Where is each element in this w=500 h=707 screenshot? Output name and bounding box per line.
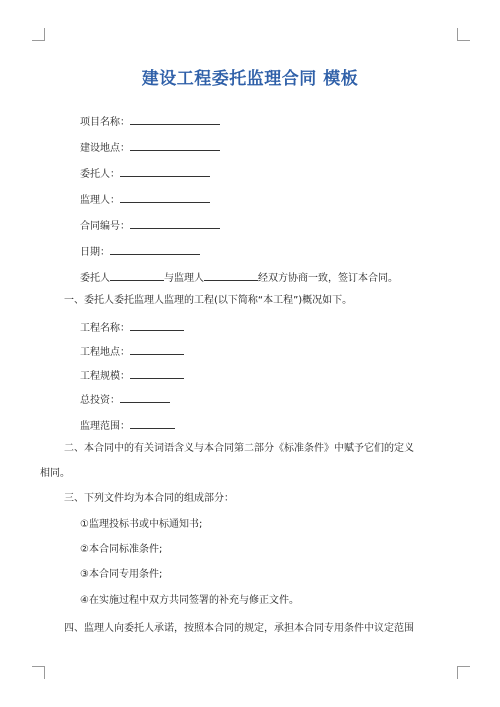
field-label: 合同编号： — [80, 221, 130, 232]
section-two-text-continued: 相同。 — [40, 468, 70, 479]
document-list-item: ②本合同标准条件; — [80, 544, 163, 555]
blank-line — [110, 270, 164, 281]
field-label: 总投资： — [80, 395, 120, 406]
field-contract-number — [80, 218, 220, 234]
blank-line — [120, 392, 170, 403]
field-label: 建设地点： — [80, 143, 130, 154]
field-label: 工程名称： — [80, 323, 130, 334]
crop-mark-top-left — [32, 28, 45, 41]
blank-line — [110, 244, 200, 255]
field-label: 日期： — [80, 247, 110, 258]
blank-line — [130, 368, 184, 379]
agreement-text-1: 委托人 — [80, 273, 110, 284]
field-label: 工程规模： — [80, 371, 130, 382]
section-three-heading: 三、下列文件均为本合同的组成部分： — [64, 493, 234, 504]
document-list-item: ④在实施过程中双方共同签署的补充与修正文件。 — [80, 595, 299, 606]
field-label: 项目名称： — [80, 117, 130, 128]
crop-mark-top-right — [457, 28, 470, 41]
section-one-heading: 一、委托人委托监理人监理的工程(以下简称“本工程”)概况如下。 — [64, 295, 353, 306]
agreement-text-3: 经双方协商一致，签订本合同。 — [258, 273, 398, 284]
field-project-title — [80, 320, 184, 336]
blank-line — [204, 270, 258, 281]
field-total-investment — [80, 392, 170, 408]
field-project-location — [80, 344, 184, 360]
agreement-text-2: 与监理人 — [164, 273, 204, 284]
section-two-text: 二、本合同中的有关词语含义与本合同第二部分《标准条件》中赋予它们的定义 — [64, 443, 414, 454]
agreement-line — [80, 270, 398, 286]
field-supervision-scope — [80, 418, 175, 434]
document-list-item: ③本合同专用条件; — [80, 569, 163, 580]
field-label: 监理范围： — [80, 421, 130, 432]
field-construction-site — [80, 140, 220, 156]
section-four-text: 四、监理人向委托人承诺，按照本合同的规定，承担本合同专用条件中议定范围 — [64, 623, 414, 634]
blank-line — [120, 166, 210, 177]
blank-line — [130, 344, 184, 355]
field-label: 委托人： — [80, 169, 120, 180]
field-label: 监理人： — [80, 195, 120, 206]
blank-line — [130, 418, 175, 429]
document-title: 建设工程委托监理合同 模板 — [141, 69, 359, 89]
blank-line — [130, 320, 184, 331]
field-date — [80, 244, 200, 260]
blank-line — [130, 114, 220, 125]
crop-mark-bottom-right — [457, 666, 470, 679]
field-label: 工程地点： — [80, 347, 130, 358]
field-project-name — [80, 114, 220, 130]
blank-line — [130, 140, 220, 151]
field-client — [80, 166, 210, 182]
field-project-scale — [80, 368, 184, 384]
crop-mark-bottom-left — [32, 666, 45, 679]
blank-line — [120, 192, 210, 203]
blank-line — [130, 218, 220, 229]
document-list-item: ①监理投标书或中标通知书; — [80, 519, 203, 530]
field-supervisor — [80, 192, 210, 208]
